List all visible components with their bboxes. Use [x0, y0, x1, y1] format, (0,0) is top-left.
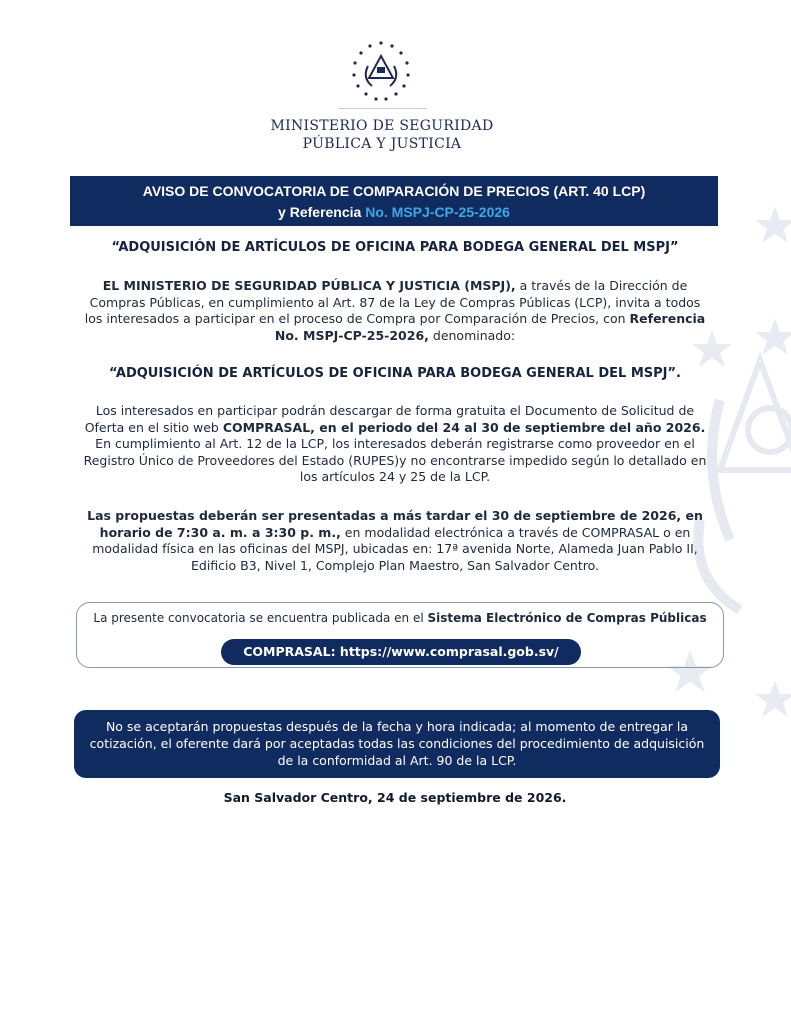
procurement-title-repeat: “ADQUISICIÓN DE ARTÍCULOS DE OFICINA PARA BODEGA GENERAL DEL MSPJ”.: [109, 366, 681, 381]
paragraph-invitation-text-a: a través de la Dirección de Compras Públicas, en cumplimiento al Art. 87 de la Ley de Compras Públicas (LCP), invita a todos los interesados a participar en el proceso de Compra por Comparación de Precios, con: [84, 278, 701, 326]
paragraph-download-text-a: Los interesados en participar podrán descargar de forma gratuita el Documento de Solicitud de Oferta en el sitio web: [84, 403, 695, 435]
submission-deadline-bold: Las propuestas deberán ser presentadas a más tardar el 30 de septiembre de 2026, en horario de 7:30 a. m. a 3:30 p. m.,: [87, 508, 703, 540]
publication-box: [76, 602, 724, 668]
paragraph-invitation: [80, 278, 710, 344]
paragraph-submission-text: en modalidad electrónica a través de COMPRASAL o en modalidad física en las oficinas del MSPJ, ubicadas en: 17ª avenida Norte, Alameda Juan Pablo II, Edificio B3, Nivel 1, Complejo Plan Maestro, San Salvador Centro.: [92, 524, 698, 573]
header-reference-line: [70, 204, 718, 220]
procurement-title: “ADQUISICIÓN DE ARTÍCULOS DE OFICINA PARA BODEGA GENERAL DEL MSPJ”: [111, 240, 679, 255]
header-reference-prefix: y Referencia: [278, 204, 366, 220]
header-reference-number: No. MSPJ-CP-25-2026: [365, 204, 510, 220]
place-and-date: San Salvador Centro, 24 de septiembre de 2026.: [223, 790, 567, 805]
ministry-name-line1: MINISTERIO DE SEGURIDAD: [270, 118, 494, 134]
ministry-bold-name: EL MINISTERIO DE SEGURIDAD PÚBLICA Y JUSTICIA (MSPJ),: [102, 278, 516, 293]
comprasal-link[interactable]: COMPRASAL: https://www.comprasal.gob.sv/: [221, 639, 581, 665]
logo-divider: [338, 108, 426, 109]
publication-text: [77, 611, 723, 625]
notice-header-band: [70, 176, 718, 226]
paragraph-submission: [80, 508, 710, 574]
paragraph-download: [80, 403, 710, 486]
late-submission-notice-text: No se aceptarán propuestas después de la fecha y hora indicada; al momento de entregar la cotización, el oferente dará por aceptadas todas las condiciones del procedimiento de adquisición de la conformidad al Art. 90 de la LCP.: [89, 719, 705, 768]
publication-system-name: Sistema Electrónico de Compras Públicas: [427, 611, 707, 625]
ministry-name-line2: PÚBLICA Y JUSTICIA: [302, 136, 462, 152]
el-salvador-coat-of-arms-logo: [350, 40, 412, 102]
reference-bold: Referencia No. MSPJ-CP-25-2026,: [274, 311, 706, 343]
late-submission-notice: [74, 710, 720, 778]
publication-text-plain: La presente convocatoria se encuentra publicada en el: [93, 611, 428, 625]
paragraph-invitation-text-b: denominado:: [428, 327, 516, 343]
paragraph-download-text-b: En cumplimiento al Art. 12 de la LCP, los interesados deberán registrarse como proveedor en el Registro Único de Proveedores del Estado (RUPES)y no encontrarse impedido según lo detallado en los artículos 24 y 25 de la LCP.: [83, 436, 707, 484]
download-period-bold: COMPRASAL, en el periodo del 24 al 30 de septiembre del año 2026.: [222, 419, 706, 435]
header-title: AVISO DE CONVOCATORIA DE COMPARACIÓN DE PRECIOS (ART. 40 LCP): [142, 183, 646, 199]
